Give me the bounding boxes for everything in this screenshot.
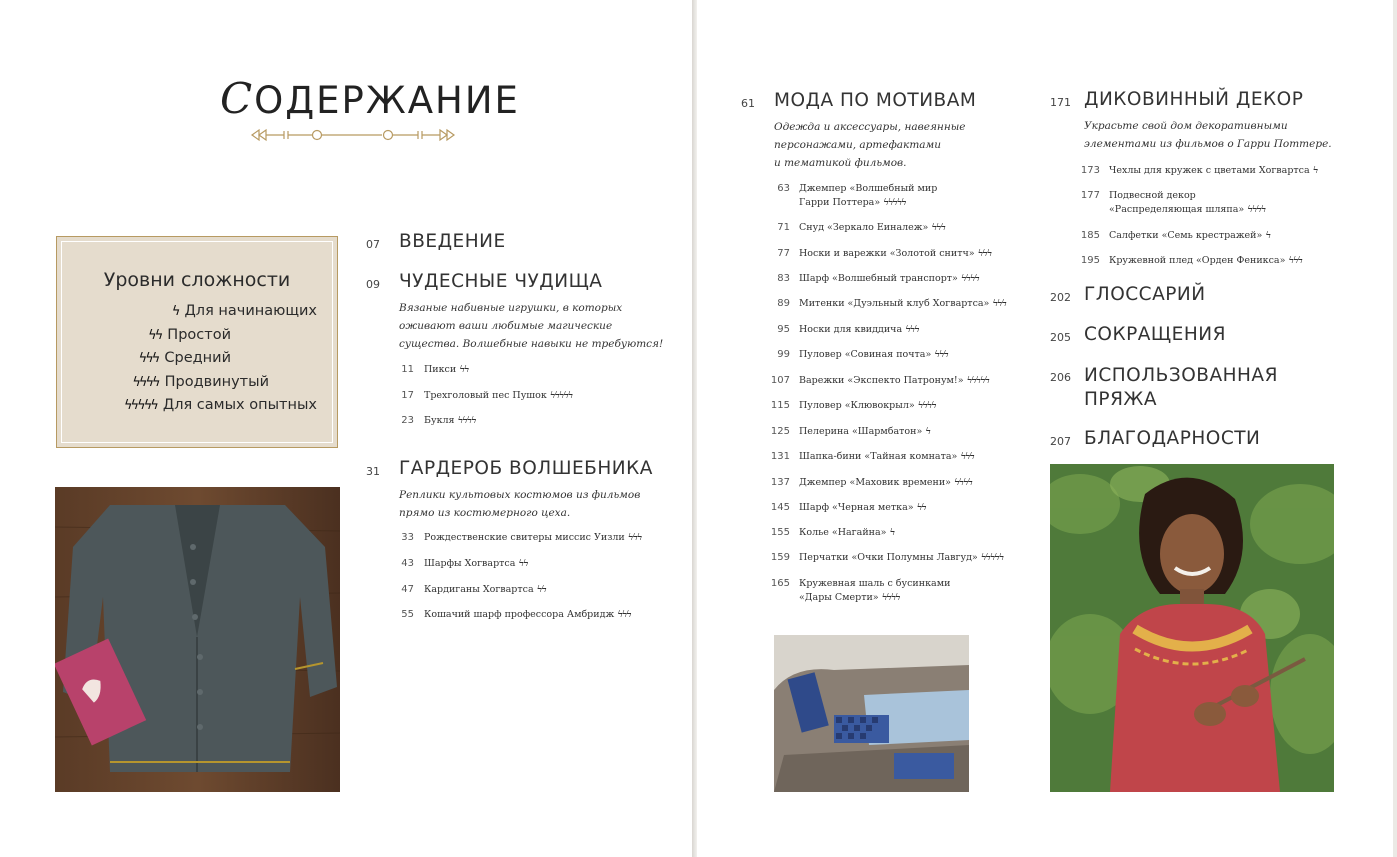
lightning-icon: ϟϟϟϟϟ [123,397,157,413]
toc-item-line: Салфетки «Семь крестражей» ϟ [1109,230,1270,241]
toc-item-title [1109,164,1317,178]
toc-item-page-number: 115 [770,400,790,411]
section-title-abbreviations[interactable]: СОКРАЩЕНИЯ [1084,324,1226,345]
toc-item-page-number: 47 [401,584,414,595]
toc-item-line: «Дары Смерти» ϟϟϟϟ [799,592,900,603]
toc-item-page-number: 33 [401,532,414,543]
section-page-number: 206 [1050,371,1071,384]
lightning-icon: ϟ [1312,166,1318,176]
lightning-icon: ϟϟϟ [1288,256,1302,266]
toc-item-title [799,297,1006,311]
toc-item-line: Рождественские свитеры миссис Уизли ϟϟϟ [424,532,642,543]
toc-item-page-number: 63 [777,183,790,194]
toc-item-title [799,247,991,261]
title-line: ПРЯЖА [1084,389,1158,410]
section-title-decor[interactable]: ДИКОВИННЫЙ ДЕКОР [1084,89,1304,110]
title-rest: ОДЕРЖАНИЕ [254,79,520,122]
section-title-wardrobe[interactable]: ГАРДЕРОБ ВОЛШЕБНИКА [399,458,653,479]
toc-item-page-number: 137 [770,477,790,488]
toc-item-title [799,399,935,413]
lightning-icon: ϟϟϟϟ [917,401,936,411]
toc-item-line: Джемпер «Маховик времени» ϟϟϟϟ [799,477,972,488]
toc-item-line: Митенки «Дуэльный клуб Хогвартса» ϟϟϟ [799,298,1006,309]
toc-item-line: Шапка-бини «Тайная комната» ϟϟϟ [799,451,974,462]
lightning-icon: ϟϟϟ [934,350,948,360]
toc-item-title [799,501,925,515]
toc-item-title [799,221,945,235]
toc-item-line: Шарфы Хогвартса ϟϟ [424,558,528,569]
toc-item-page-number: 17 [401,390,414,401]
lightning-icon: ϟϟϟϟϟ [966,376,989,386]
toc-item-line: Перчатки «Очки Полумны Лавгуд» ϟϟϟϟϟ [799,552,1003,563]
toc-item-page-number: 55 [401,609,414,620]
lightning-icon: ϟϟϟϟϟ [980,553,1003,563]
toc-item-line: Шарф «Волшебный транспорт» ϟϟϟϟ [799,273,979,284]
level-label: Продвинутый [164,374,269,390]
lightning-icon: ϟϟ [916,503,926,513]
toc-item-title [799,272,979,286]
level-row [139,350,231,366]
sweater-model-photo [1050,464,1334,792]
section-page-number: 31 [366,465,380,478]
toc-item-line: Трехголовый пес Пушок ϟϟϟϟϟ [424,390,572,401]
section-page-number: 61 [741,97,755,110]
toc-item-line: Шарф «Черная метка» ϟϟ [799,502,926,513]
cardigan-photo [55,487,340,792]
toc-item-title [799,450,974,464]
level-label: Для самых опытных [162,397,317,413]
desc-line: и тематикой фильмов. [774,157,907,169]
levels-title: Уровни сложности [103,269,291,291]
toc-item-title [799,526,894,540]
lightning-icon: ϟϟϟ [992,299,1006,309]
lightning-icon: ϟϟϟ [931,223,945,233]
toc-item-line: Варежки «Экспекто Патронум!» ϟϟϟϟϟ [799,375,989,386]
lightning-icon: ϟϟϟ [977,249,991,259]
title-line: ИСПОЛЬЗОВАННАЯ [1084,365,1278,386]
desc-line: Украсьте свой дом декоративными [1084,120,1288,132]
desc-line: Реплики культовых костюмов из фильмов [399,489,641,501]
section-title-acknowledgements[interactable]: БЛАГОДАРНОСТИ [1084,428,1261,449]
toc-item-page-number: 185 [1080,230,1100,241]
toc-item-line: Снуд «Зеркало Еиналеж» ϟϟϟ [799,222,945,233]
level-row [132,374,269,390]
section-description [774,118,966,172]
lightning-icon: ϟϟϟ [960,452,974,462]
toc-item-title [424,531,641,545]
lightning-icon: ϟϟϟϟ [960,274,979,284]
toc-item-line: Кошачий шарф профессора Амбридж ϟϟϟ [424,609,631,620]
desc-line: Вязаные набивные игрушки, в которых [399,302,623,314]
toc-item-line: Пуловер «Совиная почта» ϟϟϟ [799,349,948,360]
toc-item-title [424,363,468,377]
lightning-icon: ϟ [889,528,894,538]
level-label: Средний [164,350,231,366]
ornament-divider [250,127,460,143]
toc-item-line: «Распределяющая шляпа» ϟϟϟϟ [1109,204,1265,215]
toc-item-page-number: 165 [770,578,790,589]
lightning-icon: ϟ [925,427,930,437]
section-page-number: 205 [1050,331,1071,344]
lightning-icon: ϟϟ [148,327,162,343]
toc-item-line: Кружевной плед «Орден Феникса» ϟϟϟ [1109,255,1302,266]
toc-item-page-number: 159 [770,552,790,563]
level-row [148,327,231,343]
toc-item-page-number: 83 [777,273,790,284]
toc-item-title [424,608,631,622]
toc-item-page-number: 95 [777,324,790,335]
section-page-number: 07 [366,238,380,251]
desc-line: оживают ваши любимые магические [399,320,613,332]
lightning-icon: ϟϟϟϟ [457,416,476,426]
toc-item-page-number: 177 [1080,190,1100,201]
toc-item-title [799,551,1003,565]
toc-item-line: Кружевная шаль с бусинками [799,578,951,589]
toc-item-line: Букля ϟϟϟϟ [424,415,476,426]
toc-item-page-number: 11 [401,364,414,375]
section-page-number: 09 [366,278,380,291]
toc-item-page-number: 71 [777,222,790,233]
toc-item-title [799,374,989,388]
toc-item-title [1109,189,1265,217]
toc-item-title [799,476,972,490]
desc-line: Одежда и аксессуары, навеянные [774,121,966,133]
toc-item-page-number: 99 [777,349,790,360]
toc-item-line: Носки для квиддича ϟϟϟ [799,324,919,335]
desc-line: прямо из костюмерного цеха. [399,507,571,519]
toc-item-title [799,348,948,362]
section-page-number: 171 [1050,96,1071,109]
toc-item-title [424,557,527,571]
toc-item-title [799,577,950,605]
lightning-icon: ϟϟϟ [138,350,159,366]
desc-line: персонажами, артефактами [774,139,942,151]
lightning-icon: ϟϟϟ [617,610,631,620]
toc-item-title [799,323,918,337]
desc-line: элементами из фильмов о Гарри Поттере. [1084,138,1332,150]
section-description [1084,117,1332,153]
section-title-yarn[interactable] [1084,364,1278,412]
toc-item-title [424,389,572,403]
toc-item-line: Пелерина «Шармбатон» ϟ [799,426,930,437]
toc-item-line: Колье «Нагайна» ϟ [799,527,894,538]
lightning-icon: ϟϟϟ [905,325,919,335]
toc-item-title [799,182,937,210]
difficulty-levels-box [56,236,338,448]
lightning-icon: ϟϟϟ [627,533,642,543]
toc-item-page-number: 195 [1080,255,1100,266]
toc-item-line: Джемпер «Волшебный мир [799,183,938,194]
section-title-glossary[interactable]: ГЛОССАРИЙ [1084,284,1206,305]
toc-item-page-number: 125 [770,426,790,437]
lightning-icon: ϟϟϟϟ [881,593,900,603]
level-row [172,303,317,319]
lightning-icon: ϟ [171,303,179,319]
toc-item-page-number: 77 [777,248,790,259]
desc-line: существа. Волшебные навыки не требуются! [399,338,664,350]
toc-item-title [1109,254,1302,268]
lightning-icon: ϟϟϟϟϟ [883,198,906,208]
section-title-intro[interactable]: ВВЕДЕНИЕ [399,231,506,252]
toc-item-line: Чехлы для кружек с цветами Хогвартса ϟ [1109,165,1318,176]
title-first-letter: С [220,74,255,123]
section-title-creatures[interactable]: ЧУДЕСНЫЕ ЧУДИЩА [399,271,603,292]
toc-item-page-number: 107 [770,375,790,386]
toc-item-title [1109,229,1270,243]
toc-item-page-number: 145 [770,502,790,513]
toc-item-page-number: 131 [770,451,790,462]
lightning-icon: ϟ [1265,231,1270,241]
toc-item-line: Носки и варежки «Золотой снитч» ϟϟϟ [799,248,991,259]
toc-item-page-number: 173 [1080,165,1100,176]
page-title [220,74,520,123]
level-label: Простой [167,327,231,343]
toc-item-title [424,583,546,597]
section-page-number: 202 [1050,291,1071,304]
toc-item-title [799,425,930,439]
socks-photo [774,635,969,792]
toc-item-line: Пуловер «Клювокрыл» ϟϟϟϟ [799,400,936,411]
toc-item-line: Пикси ϟϟ [424,364,469,375]
lightning-icon: ϟϟϟϟϟ [549,391,572,401]
toc-item-page-number: 89 [777,298,790,309]
section-page-number: 207 [1050,435,1071,448]
toc-item-line: Гарри Поттера» ϟϟϟϟϟ [799,197,906,208]
section-title-fashion[interactable]: МОДА ПО МОТИВАМ [774,90,977,111]
toc-item-page-number: 23 [401,415,414,426]
lightning-icon: ϟϟ [536,585,546,595]
lightning-icon: ϟϟ [459,365,469,375]
toc-item-page-number: 155 [770,527,790,538]
lightning-icon: ϟϟ [518,559,528,569]
level-row [124,397,317,413]
toc-item-line: Подвесной декор [1109,190,1196,201]
lightning-icon: ϟϟϟϟ [1247,205,1265,215]
toc-item-title [424,414,475,428]
section-description [399,299,663,353]
lightning-icon: ϟϟϟϟ [954,478,972,488]
level-label: Для начинающих [184,303,317,319]
section-description [399,486,640,522]
lightning-icon: ϟϟϟϟ [132,374,159,390]
toc-item-line: Кардиганы Хогвартса ϟϟ [424,584,546,595]
toc-item-page-number: 43 [401,558,414,569]
